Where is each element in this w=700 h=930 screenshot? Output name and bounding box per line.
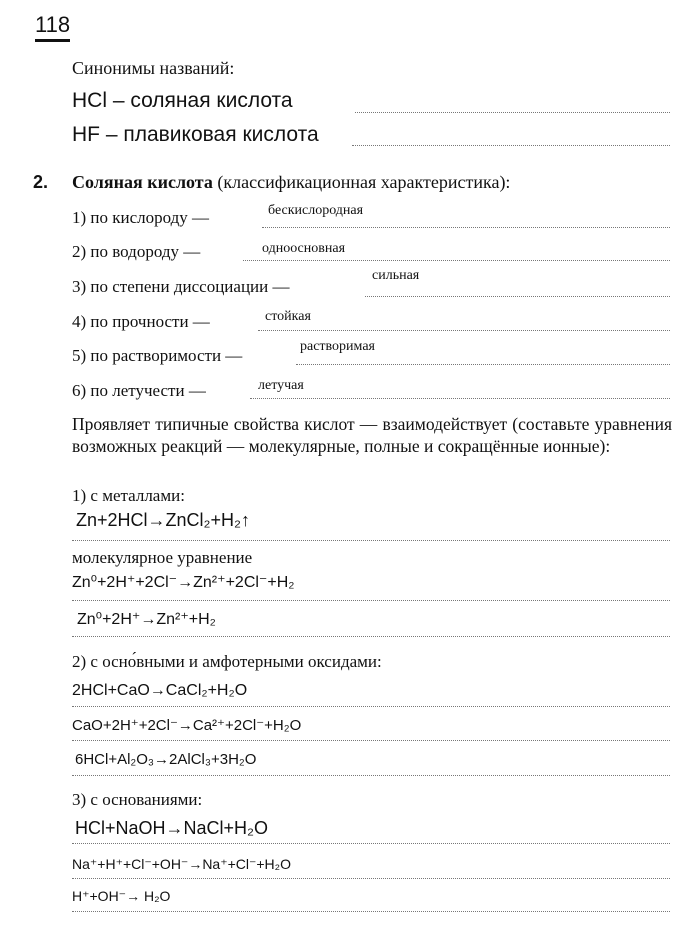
equation: H⁺+OH⁻→ H₂O: [72, 888, 171, 904]
equation: Zn⁰+2H⁺→Zn²⁺+H₂: [77, 611, 216, 628]
task-number: 2.: [33, 172, 49, 192]
answer-line: [72, 775, 670, 776]
answer-line: [72, 843, 670, 844]
answer-line: [352, 145, 670, 146]
answer-line: [365, 296, 670, 297]
answer-line: [72, 911, 670, 912]
answer-line: [243, 260, 670, 261]
answer-line: [72, 706, 670, 707]
synonyms-title: Синонимы названий:: [72, 58, 235, 78]
equation: Zn⁰+2H⁺+2Cl⁻→Zn²⁺+2Cl⁻+H₂: [72, 574, 295, 591]
metals-title: 1) с металлами:: [72, 486, 185, 505]
task-heading: [72, 172, 510, 193]
item-dissociation-answer: сильная: [372, 268, 420, 283]
answer-line: [355, 112, 670, 113]
answer-line: [72, 540, 670, 541]
equation: CaO+2H⁺+2Cl⁻→Ca²⁺+2Cl⁻+H₂O: [72, 717, 302, 734]
answer-line: [296, 364, 670, 365]
item-volatility-answer: летучая: [258, 378, 304, 393]
answer-line: [262, 227, 670, 228]
metals-note: молекулярное уравнение: [72, 548, 253, 567]
item-oxygen: 1) по кислороду —: [72, 208, 210, 227]
equation: 6HCl+Al₂O₃→2AlCl₃+3H₂O: [75, 751, 257, 768]
item-solubility-answer: растворимая: [300, 339, 375, 354]
equation: 2HCl+CaO→CaCl₂+H₂O: [72, 682, 248, 699]
item-volatility: 6) по летучести —: [72, 381, 206, 400]
answer-line: [72, 878, 670, 879]
item-strength: 4) по прочности —: [72, 312, 210, 331]
answer-line: [250, 398, 670, 399]
bases-title: 3) с основаниями:: [72, 790, 203, 809]
equation: Zn+2HCl→ZnCl₂+H₂↑: [76, 510, 251, 530]
item-strength-answer: стойкая: [265, 309, 311, 324]
answer-line: [72, 636, 670, 637]
equation: HCl+NaOH→NaCl+H₂O: [75, 818, 269, 838]
item-oxygen-answer: бескислородная: [268, 203, 364, 218]
heading-bold: Соляная кислота: [72, 172, 213, 192]
instructions-paragraph: Проявляет типичные свойства кислот — взаимодействует (составьте уравнения возможных реакций — молекулярные, полные и сокращённые ионные):: [72, 414, 672, 456]
answer-line: [72, 740, 670, 741]
equation: Na⁺+H⁺+Cl⁻+OH⁻→Na⁺+Cl⁻+H₂O: [72, 856, 291, 872]
item-solubility: 5) по растворимости —: [72, 346, 243, 365]
answer-line: [258, 330, 670, 331]
answer-line: [72, 600, 670, 601]
oxides-title: 2) с осно́вными и амфотерными оксидами:: [72, 652, 382, 671]
item-hydrogen-answer: одноосновная: [262, 241, 346, 256]
synonym-hcl: HCl – соляная кислота: [72, 89, 293, 112]
heading-rest: (классификационная характеристика):: [212, 172, 511, 192]
page-number: 118: [35, 12, 70, 42]
item-hydrogen: 2) по водороду —: [72, 242, 201, 261]
synonym-hf: HF – плавиковая кислота: [72, 123, 319, 146]
item-dissociation: 3) по степени диссоциации —: [72, 277, 290, 296]
